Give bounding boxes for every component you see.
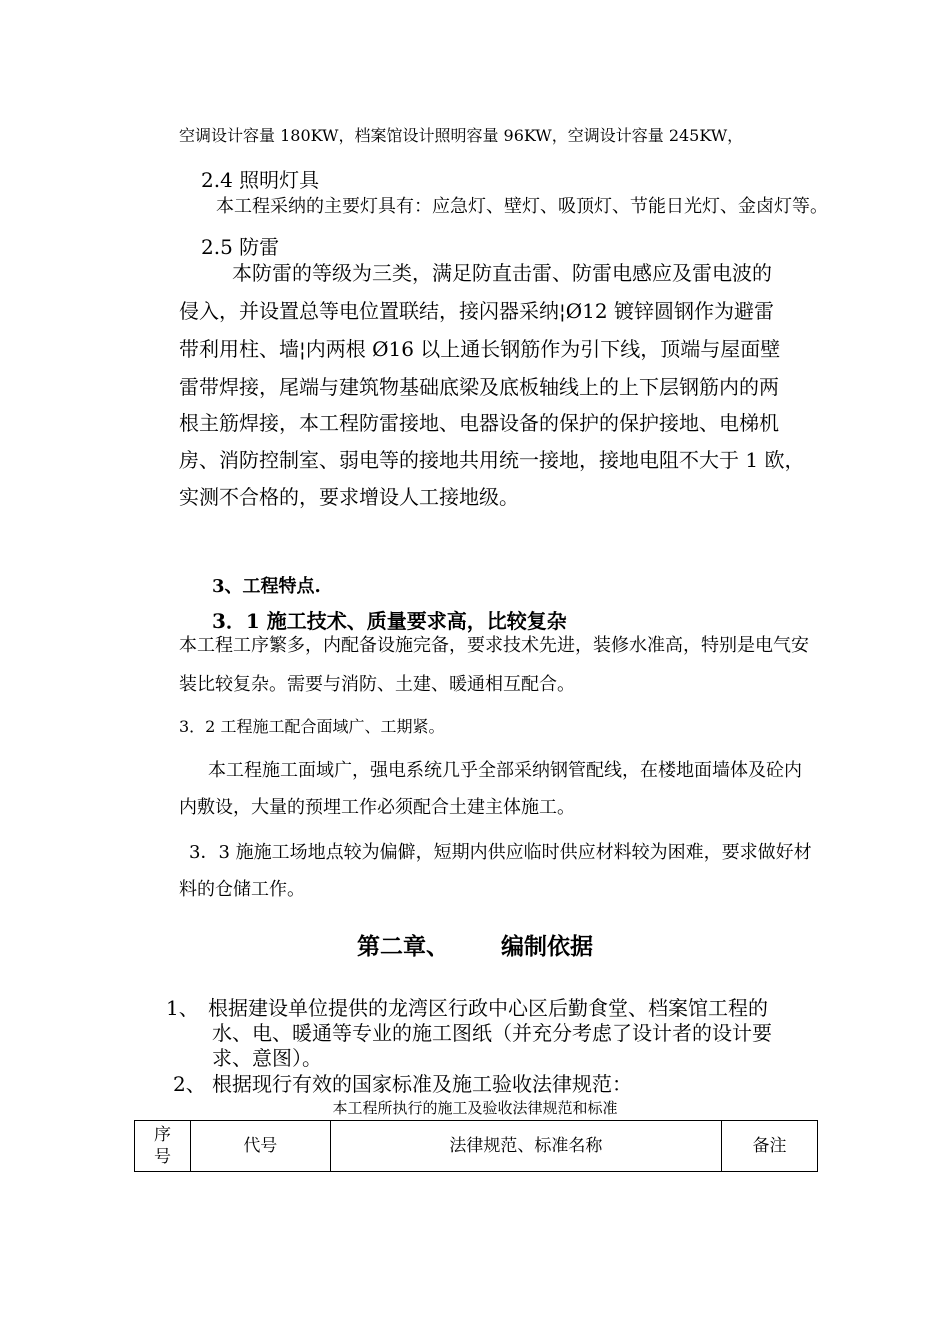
header-note: 备注 bbox=[722, 1121, 818, 1172]
header-seq bbox=[135, 1121, 191, 1172]
header-standard-name: 法律规范、标准名称 bbox=[330, 1121, 721, 1172]
chapter-2-name: 编制依据 bbox=[501, 933, 593, 960]
basis-item-2-number: 2、 bbox=[173, 1072, 206, 1096]
chapter-2-title bbox=[0, 935, 950, 958]
basis-item-1-line: 水、电、暖通等专业的施工图纸（并充分考虑了设计者的设计要 bbox=[212, 1021, 772, 1045]
header-code: 代号 bbox=[190, 1121, 330, 1172]
lightning-paragraph-line: 侵入，并设置总等电位置联结，接闪器采纳¦Ø12 镀锌圆钢作为避雷 bbox=[179, 299, 774, 323]
section-3-1-heading: 3．1 施工技术、质量要求高，比较复杂 bbox=[212, 609, 567, 633]
section-3-2-line: 内敷设，大量的预埋工作必须配合土建主体施工。 bbox=[179, 797, 575, 818]
lightning-paragraph-line: 带利用柱、墙¦内两根 Ø16 以上通长钢筋作为引下线，顶端与屋面壁 bbox=[179, 337, 781, 361]
capacity-line: 空调设计容量 180KW，档案馆设计照明容量 96KW，空调设计容量 245KW， bbox=[179, 126, 744, 145]
lightning-paragraph-line: 根主筋焊接，本工程防雷接地、电器设备的保护的保护接地、电梯机 bbox=[179, 411, 779, 435]
basis-item-1-line: 求、意图）。 bbox=[212, 1046, 322, 1070]
section-3-2-line: 本工程施工面域广，强电系统几乎全部采纳钢管配线，在楼地面墙体及砼内 bbox=[208, 760, 802, 781]
section-3-1-line: 装比较复杂。需要与消防、土建、暖通相互配合。 bbox=[179, 674, 575, 695]
section-2-4-text: 本工程采纳的主要灯具有：应急灯、壁灯、吸顶灯、节能日光灯、金卤灯等。 bbox=[216, 196, 828, 217]
lightning-paragraph-line: 本防雷的等级为三类，满足防直击雷、防雷电感应及雷电波的 bbox=[232, 261, 772, 285]
section-3-1-line: 本工程工序繁多，内配备设施完备，要求技术先进，装修水准高，特别是电气安 bbox=[179, 635, 809, 656]
basis-item-2-text: 根据现行有效的国家标准及施工验收法律规范： bbox=[212, 1072, 632, 1096]
table-caption: 本工程所执行的施工及验收法律规范和标准 bbox=[332, 1099, 618, 1117]
section-2-5-heading: 2.5 防雷 bbox=[201, 235, 280, 259]
section-2-4-heading: 2.4 照明灯具 bbox=[201, 168, 320, 192]
section-3-2-heading: 3．2 工程施工配合面域广、工期紧。 bbox=[179, 717, 445, 736]
basis-item-1-number: 1、 bbox=[166, 996, 199, 1020]
section-3-3-line: 料的仓储工作。 bbox=[179, 879, 305, 900]
chapter-2-number: 第二章、 bbox=[357, 933, 449, 960]
lightning-paragraph-line: 实测不合格的，要求增设人工接地级。 bbox=[179, 485, 519, 509]
basis-item-1-line: 根据建设单位提供的龙湾区行政中心区后勤食堂、档案馆工程的 bbox=[208, 996, 768, 1020]
lightning-paragraph-line: 房、消防控制室、弱电等的接地共用统一接地，接地电阻不大于 1 欧， bbox=[179, 448, 805, 472]
table-header-row bbox=[135, 1121, 818, 1172]
section-3-heading: 3、工程特点. bbox=[212, 576, 321, 597]
header-seq-top: 序 bbox=[153, 1124, 171, 1145]
section-3-3-line: 3．3 施施工场地点较为偏僻，短期内供应临时供应材料较为困难，要求做好材 bbox=[189, 842, 812, 863]
standards-table bbox=[134, 1120, 818, 1172]
lightning-paragraph-line: 雷带焊接，尾端与建筑物基础底梁及底板轴线上的上下层钢筋内的两 bbox=[179, 375, 779, 399]
header-seq-bottom: 号 bbox=[153, 1147, 171, 1167]
